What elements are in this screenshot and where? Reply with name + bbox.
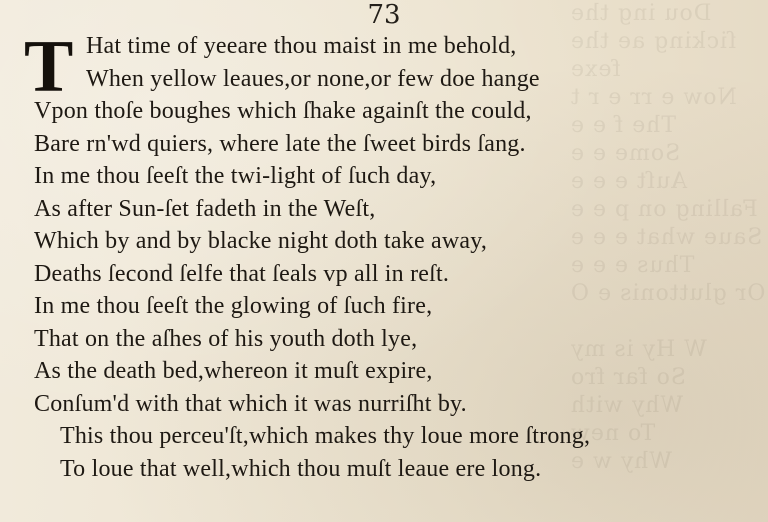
poem-line-2: When yellow leaues,or none,or few doe hange bbox=[86, 65, 540, 92]
dropcap-initial: T bbox=[24, 26, 74, 108]
couplet-line-1: This thou perceu'ſt,which makes thy loue more ſtrong, bbox=[60, 423, 591, 449]
page-number: 73 bbox=[367, 0, 401, 30]
poem-line-9: In me thou ſeeſt the glowing of ſuch fire, bbox=[34, 293, 433, 319]
poem-line-6: As after Sun-ſet fadeth in the Weſt, bbox=[34, 195, 376, 222]
poem-line-7: Which by and by blacke night doth take away, bbox=[34, 228, 488, 254]
poem-line-10: That on the aſhes of his youth doth lye, bbox=[34, 325, 418, 352]
show-through-text: Dou ing the ſicking ae the fexe Now e rr e r t The f e e Some e e Auſt e e e Falling on p e e Saue what e e e Thus e e e Or gluttonis e O W Hy is my So far fro Why with To new Why w e bbox=[570, 1, 766, 474]
poem-line-text: Hat time of yeeare thou maist in me behold, bbox=[86, 33, 517, 59]
poem-line-8: Deaths ſecond ſelfe that ſeals vp all in reſt. bbox=[34, 260, 450, 287]
poem-line-4: Bare rn'wd quiers, where late the ſweet birds ſang. bbox=[34, 130, 526, 157]
poem-line-12: Conſum'd with that which it was nurriſht by. bbox=[34, 390, 467, 417]
sonnet-73 bbox=[24, 26, 754, 485]
couplet-line-2: To loue that well,which thou muſt leaue ere long. bbox=[60, 455, 542, 482]
poem-line-5: In me thou ſeeſt the twi-light of ſuch day, bbox=[34, 163, 437, 189]
poem-line-11: As the death bed,whereon it muſt expire, bbox=[34, 358, 433, 384]
poem-line-3: Vpon thoſe boughes which ſhake againſt the could, bbox=[34, 98, 532, 124]
